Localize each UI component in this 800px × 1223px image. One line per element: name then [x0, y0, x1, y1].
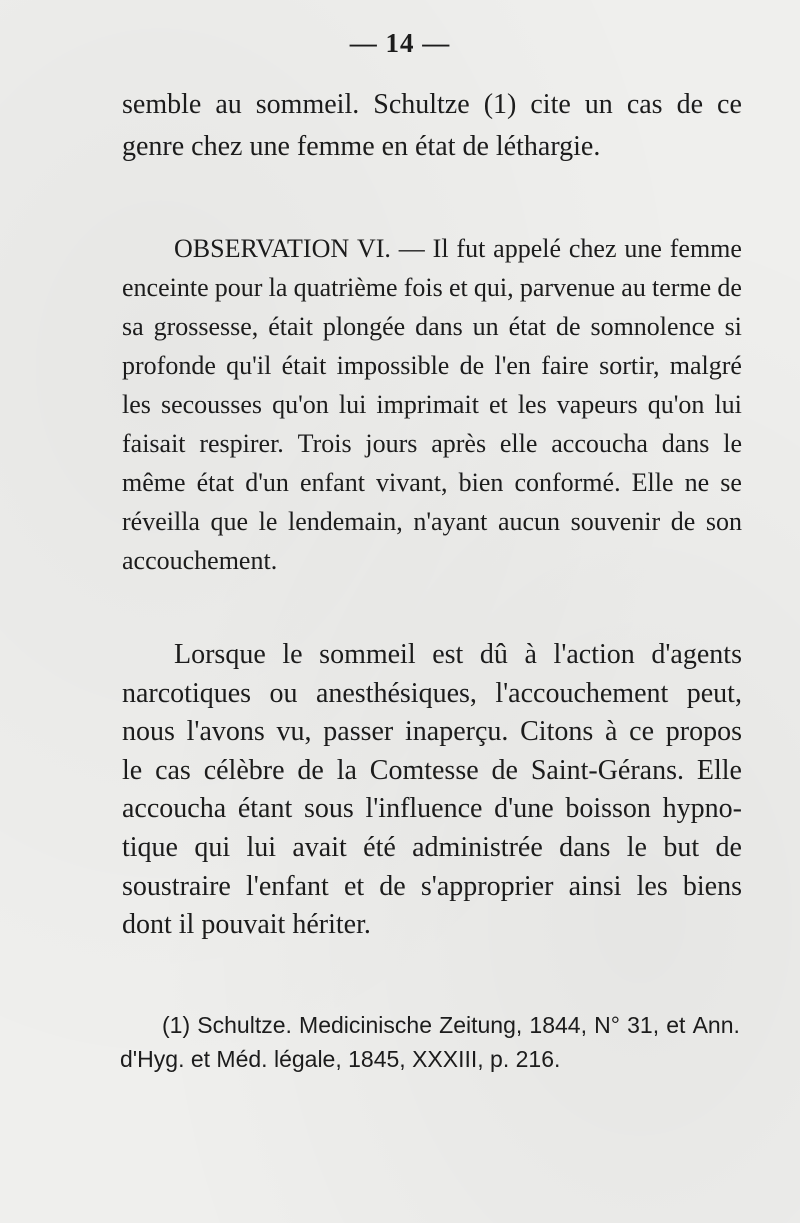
text-line: accouchement. [122, 546, 278, 575]
text-line: faisait respirer. Trois jours après elle accoucha dans le [122, 429, 742, 458]
text-line: semble au sommeil. Schultze (1) cite un cas de ce [122, 89, 742, 120]
text-line: les secousses qu'on lui imprimait et les vapeurs qu'on lui [122, 390, 742, 419]
text-line: narcotiques ou anesthésiques, l'accouchement peut, [122, 677, 742, 709]
text-line: soustraire l'enfant et de s'approprier ainsi les biens [122, 870, 742, 902]
text-line: le cas célèbre de la Comtesse de Saint-Gérans. Elle [122, 754, 742, 786]
text-line: réveilla que le lendemain, n'ayant aucun souvenir de son [122, 507, 742, 536]
text-line: accoucha étant sous l'influence d'une boisson hypno- [122, 793, 742, 825]
text-line: Lorsque le sommeil est dû à l'action d'agents [174, 639, 742, 670]
observation-paragraph [122, 229, 742, 580]
text-line: sa grossesse, était plongée dans un état de somnolence si [122, 312, 742, 341]
intro-paragraph [122, 84, 742, 168]
text-line: genre chez une femme en état de léthargie. [122, 131, 601, 162]
footnote-line: d'Hyg. et Méd. légale, 1845, XXXIII, p. 216. [120, 1046, 561, 1072]
text-line: nous l'avons vu, passer inaperçu. Citons à ce propos [122, 716, 742, 748]
text-line: même état d'un enfant vivant, bien conformé. Elle ne se [122, 468, 742, 497]
footnote [120, 1008, 740, 1076]
text-line: profonde qu'il était impossible de l'en faire sortir, malgré [122, 351, 742, 380]
footnote-line: (1) Schultze. Medicinische Zeitung, 1844, N° 31, et Ann. [162, 1012, 740, 1038]
lorsque-paragraph [122, 636, 742, 945]
text-line: enceinte pour la quatrième fois et qui, parvenue au terme de [122, 273, 742, 302]
observation-heading-line: OBSERVATION VI. — Il fut appelé chez une femme [174, 234, 742, 263]
text-line: dont il pouvait hériter. [122, 909, 371, 941]
text-line: tique qui lui avait été administrée dans le but de [122, 831, 742, 863]
page-number: — 14 — [349, 28, 451, 58]
